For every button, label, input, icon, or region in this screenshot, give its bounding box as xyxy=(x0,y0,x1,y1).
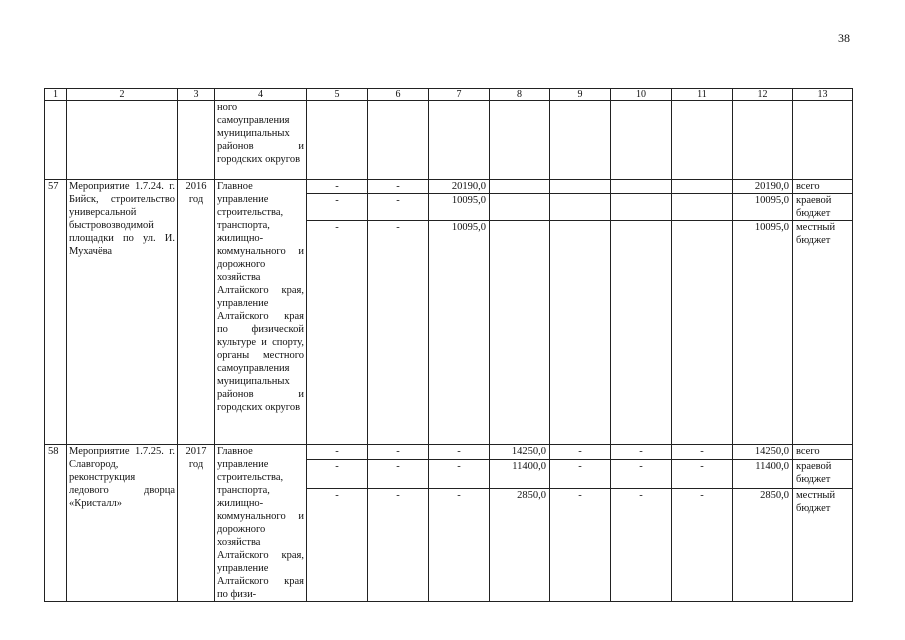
cell-c7: - xyxy=(429,489,490,602)
executor-cell: Главное управление строительства, транспорта, жилищно-коммунального и дорожного хозяйства Алтайского края, управление Алтайского края по физической культуре и спорту, органы местного самоуправления муниципальных районов и городских округов xyxy=(215,180,307,445)
cell-c12: 20190,0 xyxy=(733,180,793,194)
cell-c8: 2850,0 xyxy=(490,489,550,602)
cell-c11 xyxy=(672,194,733,221)
table-row xyxy=(45,180,853,194)
cell-c12: 11400,0 xyxy=(733,460,793,489)
col-header: 1 xyxy=(45,89,67,101)
event-cell: Мероприятие 1.7.25. г. Славгород, реконструкция ледового дворца «Кристалл» xyxy=(67,445,178,602)
row-number: 57 xyxy=(45,180,67,445)
cell-c10 xyxy=(611,194,672,221)
header-row xyxy=(45,89,853,101)
executor-cell: Главное управление строительства, транспорта, жилищно-коммунального и дорожного хозяйства Алтайского края, управление Алтайского края по физи- xyxy=(215,445,307,602)
cell-c10: - xyxy=(611,489,672,602)
cell-c11: - xyxy=(672,445,733,460)
cell-c5: - xyxy=(307,221,368,445)
cell-c8 xyxy=(490,221,550,445)
cell-c7: 20190,0 xyxy=(429,180,490,194)
cell-c9: - xyxy=(550,445,611,460)
cell-c8 xyxy=(490,194,550,221)
year-cell: 2016 год xyxy=(178,180,215,445)
cell-c7: - xyxy=(429,460,490,489)
cell-c7: - xyxy=(429,445,490,460)
cell-c11 xyxy=(672,221,733,445)
cell-c10 xyxy=(611,180,672,194)
col-header: 5 xyxy=(307,89,368,101)
year-cell: 2017 год xyxy=(178,445,215,602)
cell-c12: 10095,0 xyxy=(733,194,793,221)
cell-c12: 14250,0 xyxy=(733,445,793,460)
executor-cell: ного самоуправления муниципальных районов и городских округов xyxy=(215,101,307,180)
table-row-continuation xyxy=(45,101,853,180)
col-header: 8 xyxy=(490,89,550,101)
cell-c13: местный бюджет xyxy=(793,489,853,602)
cell-c12: 2850,0 xyxy=(733,489,793,602)
page-number: 38 xyxy=(838,31,850,45)
col-header: 9 xyxy=(550,89,611,101)
cell-c5: - xyxy=(307,460,368,489)
budget-table xyxy=(44,88,853,602)
cell-c6: - xyxy=(368,180,429,194)
cell-c13: местный бюджет xyxy=(793,221,853,445)
table-row xyxy=(45,445,853,460)
cell-c5: - xyxy=(307,194,368,221)
cell-c6: - xyxy=(368,489,429,602)
cell-c9 xyxy=(550,194,611,221)
col-header: 7 xyxy=(429,89,490,101)
cell-c11: - xyxy=(672,489,733,602)
col-header: 11 xyxy=(672,89,733,101)
col-header: 6 xyxy=(368,89,429,101)
cell-c7: 10095,0 xyxy=(429,221,490,445)
cell-c9 xyxy=(550,221,611,445)
cell-c6: - xyxy=(368,194,429,221)
cell-c11: - xyxy=(672,460,733,489)
col-header: 13 xyxy=(793,89,853,101)
cell-c13: всего xyxy=(793,445,853,460)
cell-c9: - xyxy=(550,460,611,489)
cell-c12: 10095,0 xyxy=(733,221,793,445)
cell-c6: - xyxy=(368,445,429,460)
cell-c9: - xyxy=(550,489,611,602)
cell-c13: краевой бюджет xyxy=(793,460,853,489)
cell-c8 xyxy=(490,180,550,194)
cell-c6: - xyxy=(368,221,429,445)
cell-c11 xyxy=(672,180,733,194)
col-header: 3 xyxy=(178,89,215,101)
cell-c13: краевой бюджет xyxy=(793,194,853,221)
col-header: 2 xyxy=(67,89,178,101)
col-header: 12 xyxy=(733,89,793,101)
cell-c5: - xyxy=(307,180,368,194)
event-cell: Мероприятие 1.7.24. г. Бийск, строительство универсальной быстровозводимой площадки по ул. И. Мухачёва xyxy=(67,180,178,445)
row-number: 58 xyxy=(45,445,67,602)
cell-c7: 10095,0 xyxy=(429,194,490,221)
cell-c10: - xyxy=(611,445,672,460)
cell-c13: всего xyxy=(793,180,853,194)
cell-c5: - xyxy=(307,489,368,602)
col-header: 10 xyxy=(611,89,672,101)
cell-c10: - xyxy=(611,460,672,489)
cell-c8: 11400,0 xyxy=(490,460,550,489)
cell-c5: - xyxy=(307,445,368,460)
cell-c10 xyxy=(611,221,672,445)
col-header: 4 xyxy=(215,89,307,101)
cell-c9 xyxy=(550,180,611,194)
cell-c6: - xyxy=(368,460,429,489)
cell-c8: 14250,0 xyxy=(490,445,550,460)
